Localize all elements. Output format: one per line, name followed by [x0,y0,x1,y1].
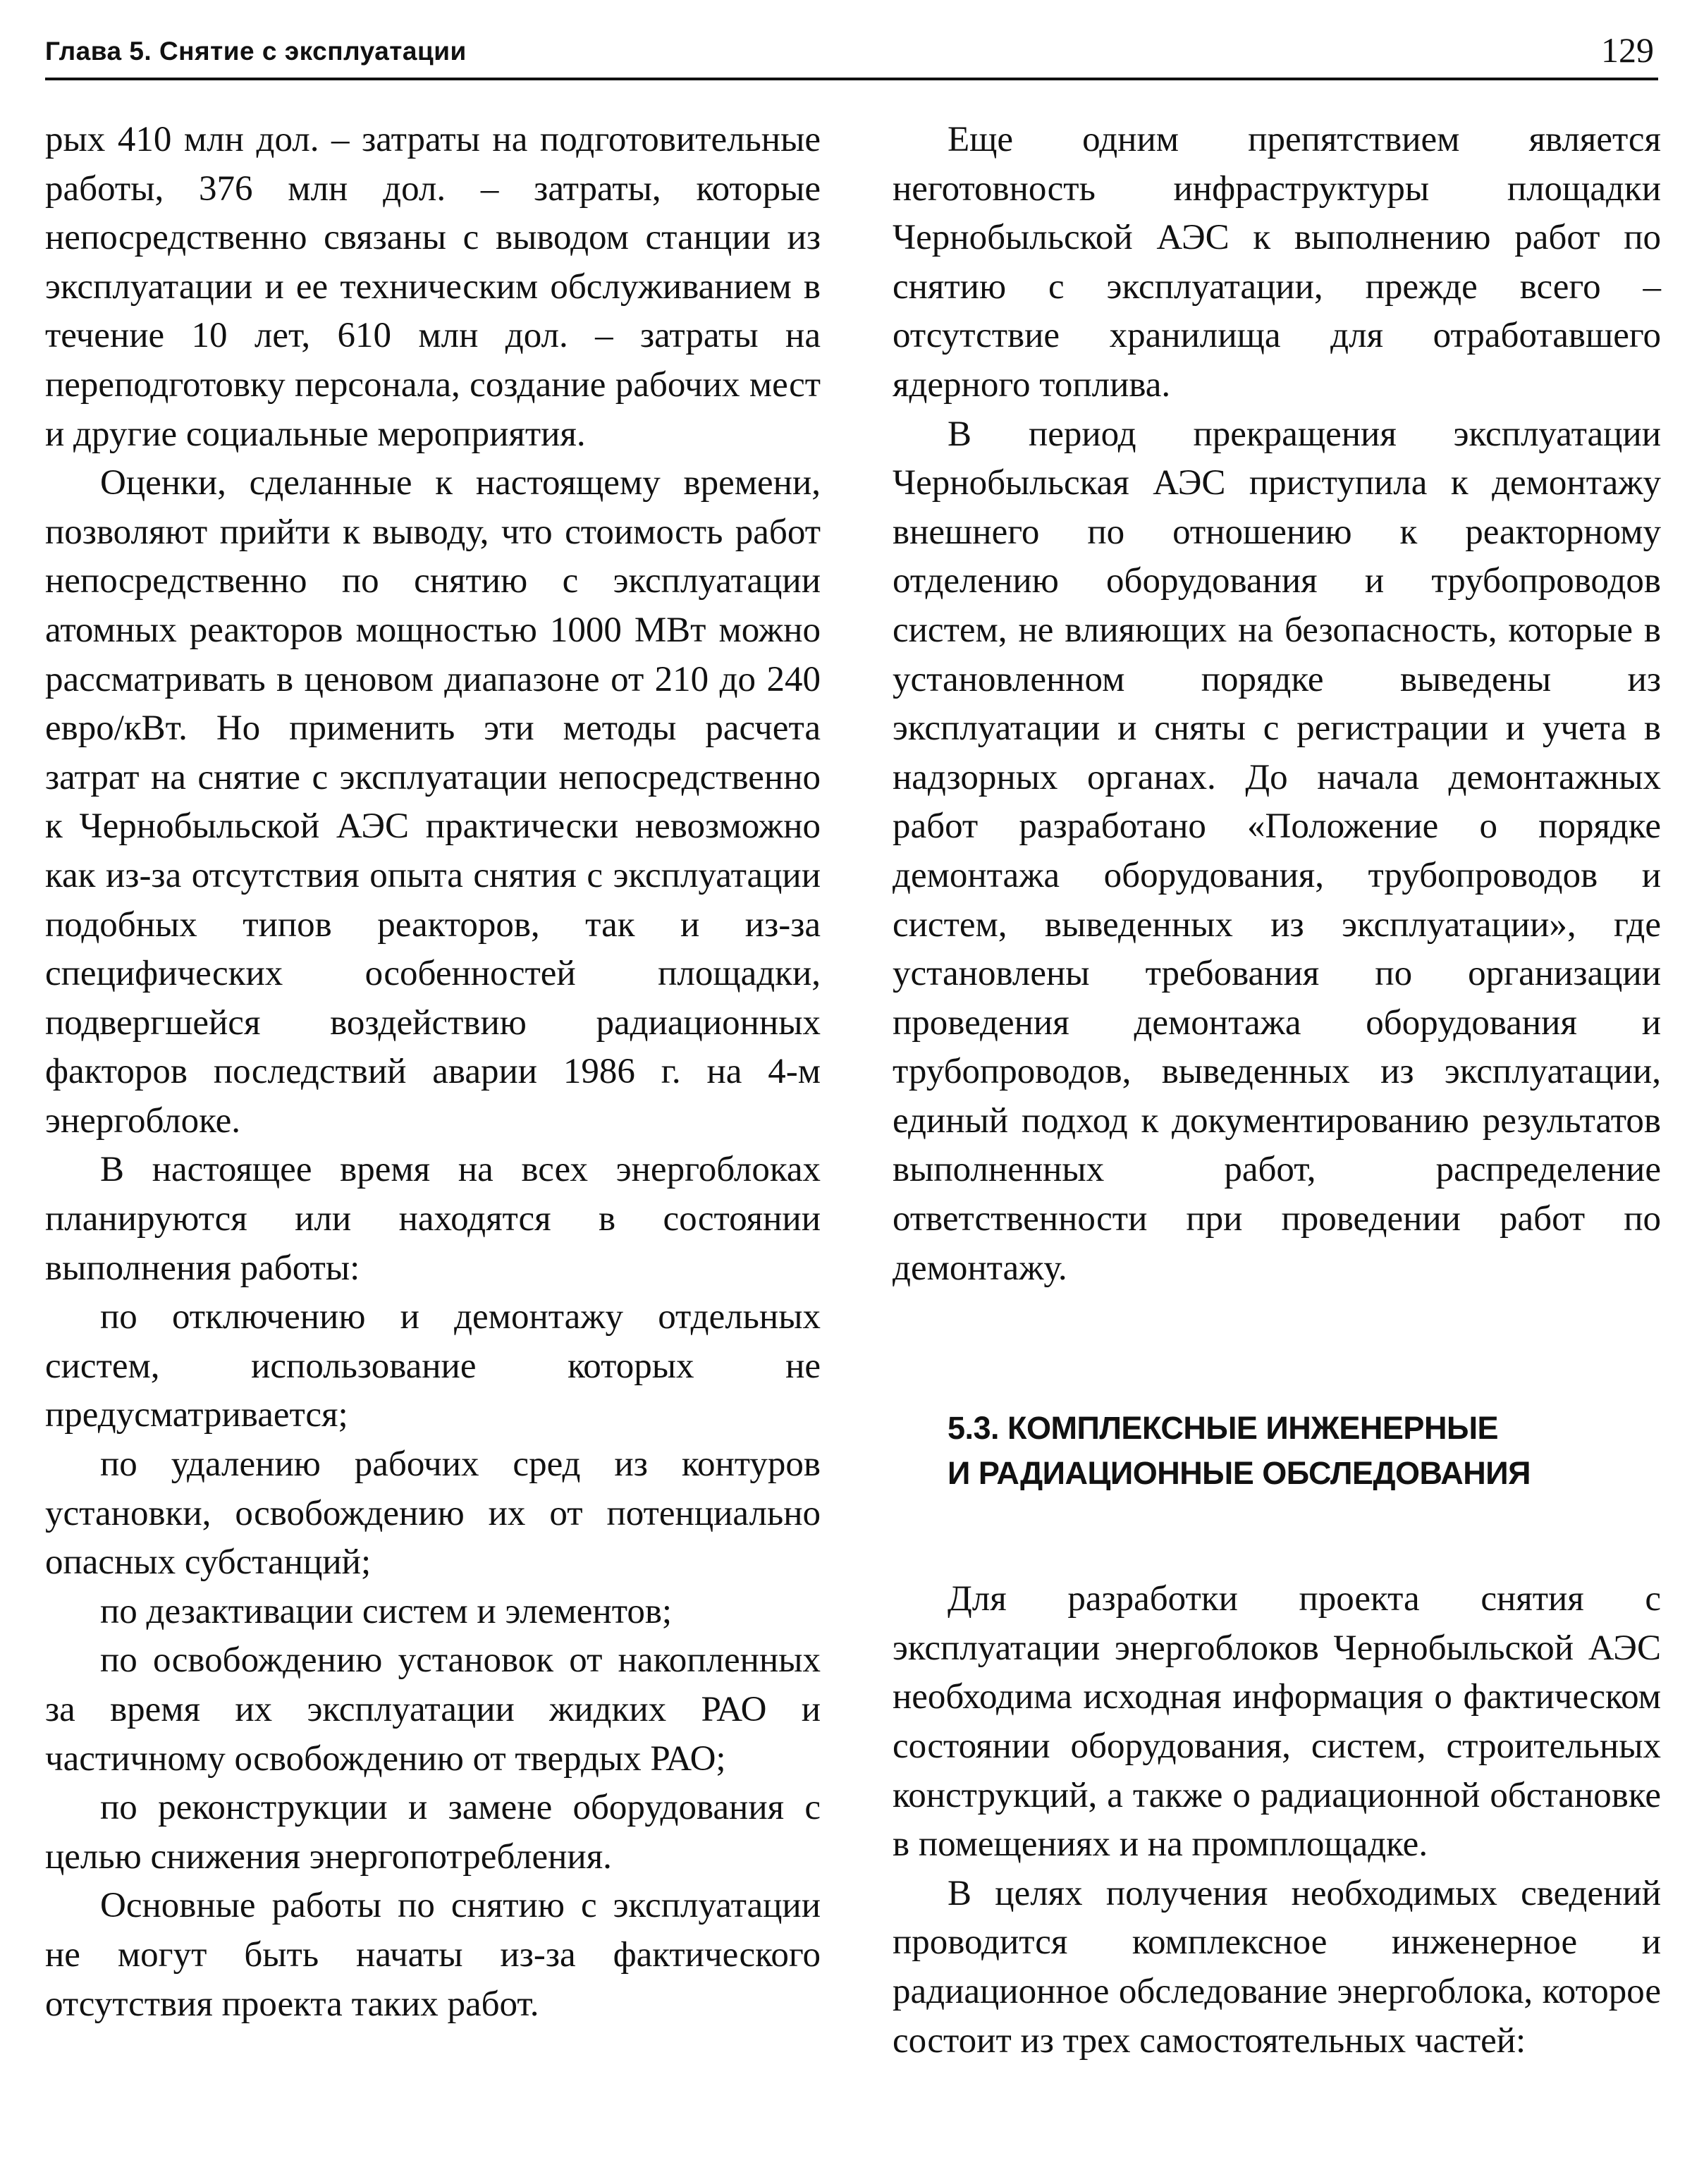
running-header [45,24,1658,80]
paragraph: Для разработки проекта снятия с эксплуатации энергоблоков Чернобыльской АЭС необходима исходная информация о фактическом состоянии оборудования, систем, строительных конструкций, а также о радиационной обстановке в помещениях и на промплощадке. [893,1579,1661,1865]
list-item: по реконструкции и замене оборудования с целью снижения энергопотребления. [45,1788,821,1877]
paragraph: Оценки, сделанные к настоящему времени, позволяют прийти к выводу, что стоимость работ непосредственно по снятию с эксплуатации атомных реакторов мощностью 1000 МВт можно рассматривать в ценовом диапазоне от 210 до 240 евро/кВт. Но применить эти методы расчета затрат на снятие с эксплуатации непосредственно к Чернобыльской АЭС практически невозможно как из-за отсутствия опыта снятия с эксплуатации подобных типов реакторов, так и из-за специфических особенностей площадки, подвергшейся воздействию радиационных факторов последствий аварии 1986 г. на 4-м энергоблоке. [45,463,821,1141]
chapter-title: Глава 5. Снятие с эксплуатации [45,37,467,66]
list-item: по отключению и демонтажу отдельных систем, использование которых не предусматривается; [45,1297,821,1435]
section-heading-line: И РАДИАЦИОННЫЕ ОБСЛЕДОВАНИЯ [948,1455,1531,1492]
section-heading-line: 5.3. КОМПЛЕКСНЫЕ ИНЖЕНЕРНЫЕ [948,1410,1499,1447]
paragraph: В настоящее время на всех энергоблоках планируются или находятся в состоянии выполнения работы: [45,1150,821,1288]
section-heading [948,1406,1661,1496]
right-text-column [893,116,1661,2066]
paragraph: В целях получения необходимых сведений проводится комплексное инженерное и радиационное обследование энергоблока, которое состоит из трех самостоятельных частей: [893,1873,1661,2061]
page-number: 129 [1601,30,1654,70]
left-text-column [45,116,821,2029]
paragraph: В период прекращения эксплуатации Чернобыльская АЭС приступила к демонтажу внешнего по отношению к реакторному отделению оборудования и трубопроводов систем, не влияющих на безопасность, которые в установленном порядке выведены из эксплуатации и сняты с регистрации и учета в надзорных органах. До начала демонтажных работ разработано «Положение о порядке демонтажа оборудования, трубопроводов и систем, выведенных из эксплуатации», где установлены требования по организации проведения демонтажа оборудования и трубопроводов, выведенных из эксплуатации, единый подход к документированию результатов выполненных работ, распределение ответственности при проведении работ по демонтажу. [893,414,1661,1288]
list-item: по дезактивации систем и элементов; [100,1591,673,1631]
paragraph: Еще одним препятствием является неготовность инфраструктуры площадки Чернобыльской АЭС к выполнению работ по снятию с эксплуатации, прежде всего – отсутствие хранилища для отработавшего ядерного топлива. [893,120,1661,405]
list-item: по удалению рабочих сред из контуров установки, освобождению их от потенциально опасных субстанций; [45,1444,821,1583]
paragraph: рых 410 млн дол. – затраты на подготовительные работы, 376 млн дол. – затраты, которые непосредственно связаны с выводом станции из эксплуатации и ее техническим обслуживанием в течение 10 лет, 610 млн дол. – затраты на переподготовку персонала, создание рабочих мест и другие социальные мероприятия. [45,120,821,454]
list-item: по освобождению установок от накопленных за время их эксплуатации жидких РАО и частичному освобождению от твердых РАО; [45,1640,821,1779]
paragraph: Основные работы по снятию с эксплуатации не могут быть начаты из-за фактического отсутствия проекта таких работ. [45,1886,821,2024]
